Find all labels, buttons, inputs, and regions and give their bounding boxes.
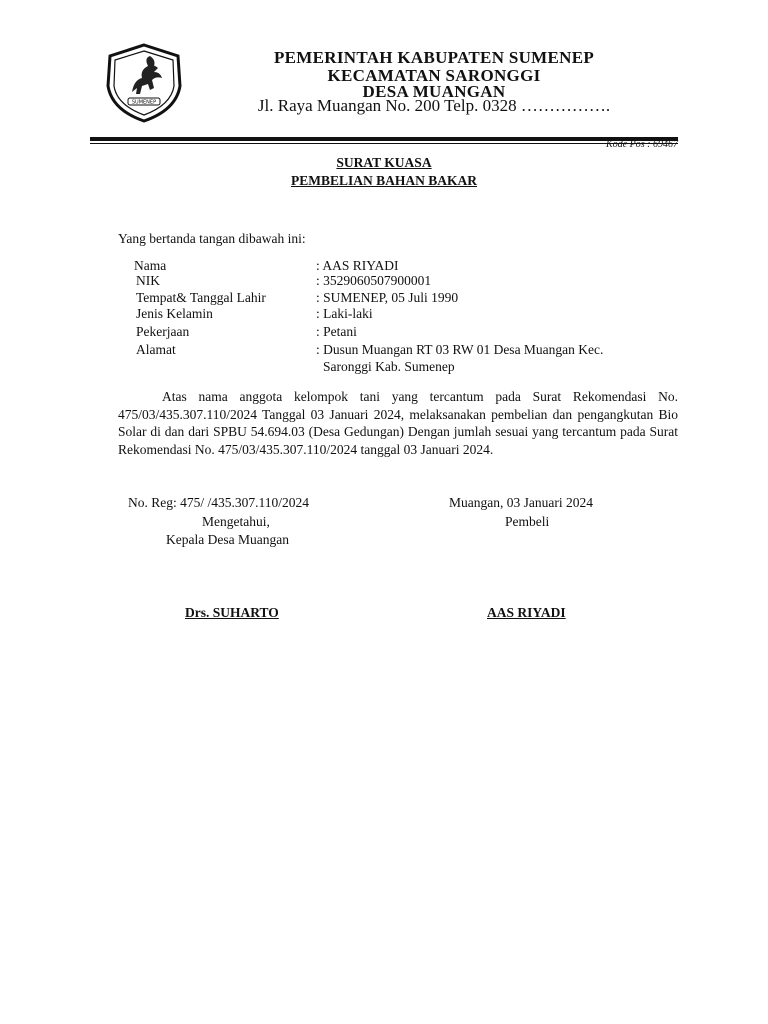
header-district: KECAMATAN SARONGGI bbox=[327, 66, 541, 85]
svg-text:SUMENEP: SUMENEP bbox=[131, 99, 157, 106]
letterhead-rule-thin bbox=[90, 143, 678, 144]
regency-crest-logo bbox=[104, 42, 184, 124]
acknowledged-label: Mengetahui, bbox=[202, 514, 270, 529]
buyer-label: Pembeli bbox=[505, 514, 550, 529]
postal-code: Kode Pos : 69467 bbox=[606, 139, 678, 150]
field-label-gender: Jenis Kelamin bbox=[136, 306, 213, 321]
field-value-address-line2: Saronggi Kab. Sumenep bbox=[323, 359, 455, 374]
document-title: SURAT KUASA bbox=[336, 155, 432, 170]
header-village: DESA MUANGAN bbox=[362, 82, 506, 101]
field-value-occupation: : Petani bbox=[316, 324, 357, 339]
field-value-name: : AAS RIYADI bbox=[316, 258, 399, 273]
village-head-title: Kepala Desa Muangan bbox=[166, 532, 289, 547]
buyer-name: AAS RIYADI bbox=[487, 605, 566, 620]
village-head-name: Drs. SUHARTO bbox=[185, 605, 279, 620]
document-subtitle: PEMBELIAN BAHAN BAKAR bbox=[290, 173, 477, 188]
field-value-address: : Dusun Muangan RT 03 RW 01 Desa Muangan Kec. bbox=[316, 342, 604, 357]
field-label-address: Alamat bbox=[136, 342, 176, 357]
field-label-birth: Tempat& Tanggal Lahir bbox=[136, 290, 266, 305]
body-paragraph: Atas nama anggota kelompok tani yang tercantum pada Surat Rekomendasi No. 475/03/435.307.110/2024 Tanggal 03 Januari 2024, melaksanakan pembelian dan pengangkutan Bio Solar di dan dari SPBU 54.694.03 (Desa Gedungan) Dengan jumlah sesuai yang tercantum pada Surat Rekomendasi No. 475/03/435.307.110/2024 tanggal 03 Januari 2024. bbox=[118, 389, 678, 457]
field-value-nik: : 3529060507900001 bbox=[316, 273, 432, 288]
field-label-occupation: Pekerjaan bbox=[136, 324, 190, 339]
field-value-gender: : Laki-laki bbox=[316, 306, 373, 321]
letterhead-rule-thick bbox=[90, 137, 678, 141]
registration-number: No. Reg: 475/ /435.307.110/2024 bbox=[128, 495, 309, 510]
field-value-birth: : SUMENEP, 05 Juli 1990 bbox=[316, 290, 459, 305]
header-government: PEMERINTAH KABUPATEN SUMENEP bbox=[273, 48, 595, 67]
place-date: Muangan, 03 Januari 2024 bbox=[449, 495, 593, 510]
intro-text: Yang bertanda tangan dibawah ini: bbox=[118, 231, 306, 246]
field-label-nik: NIK bbox=[136, 273, 160, 288]
field-label-name: Nama bbox=[134, 258, 167, 273]
header-address: Jl. Raya Muangan No. 200 Telp. 0328 ……………. bbox=[257, 96, 611, 115]
